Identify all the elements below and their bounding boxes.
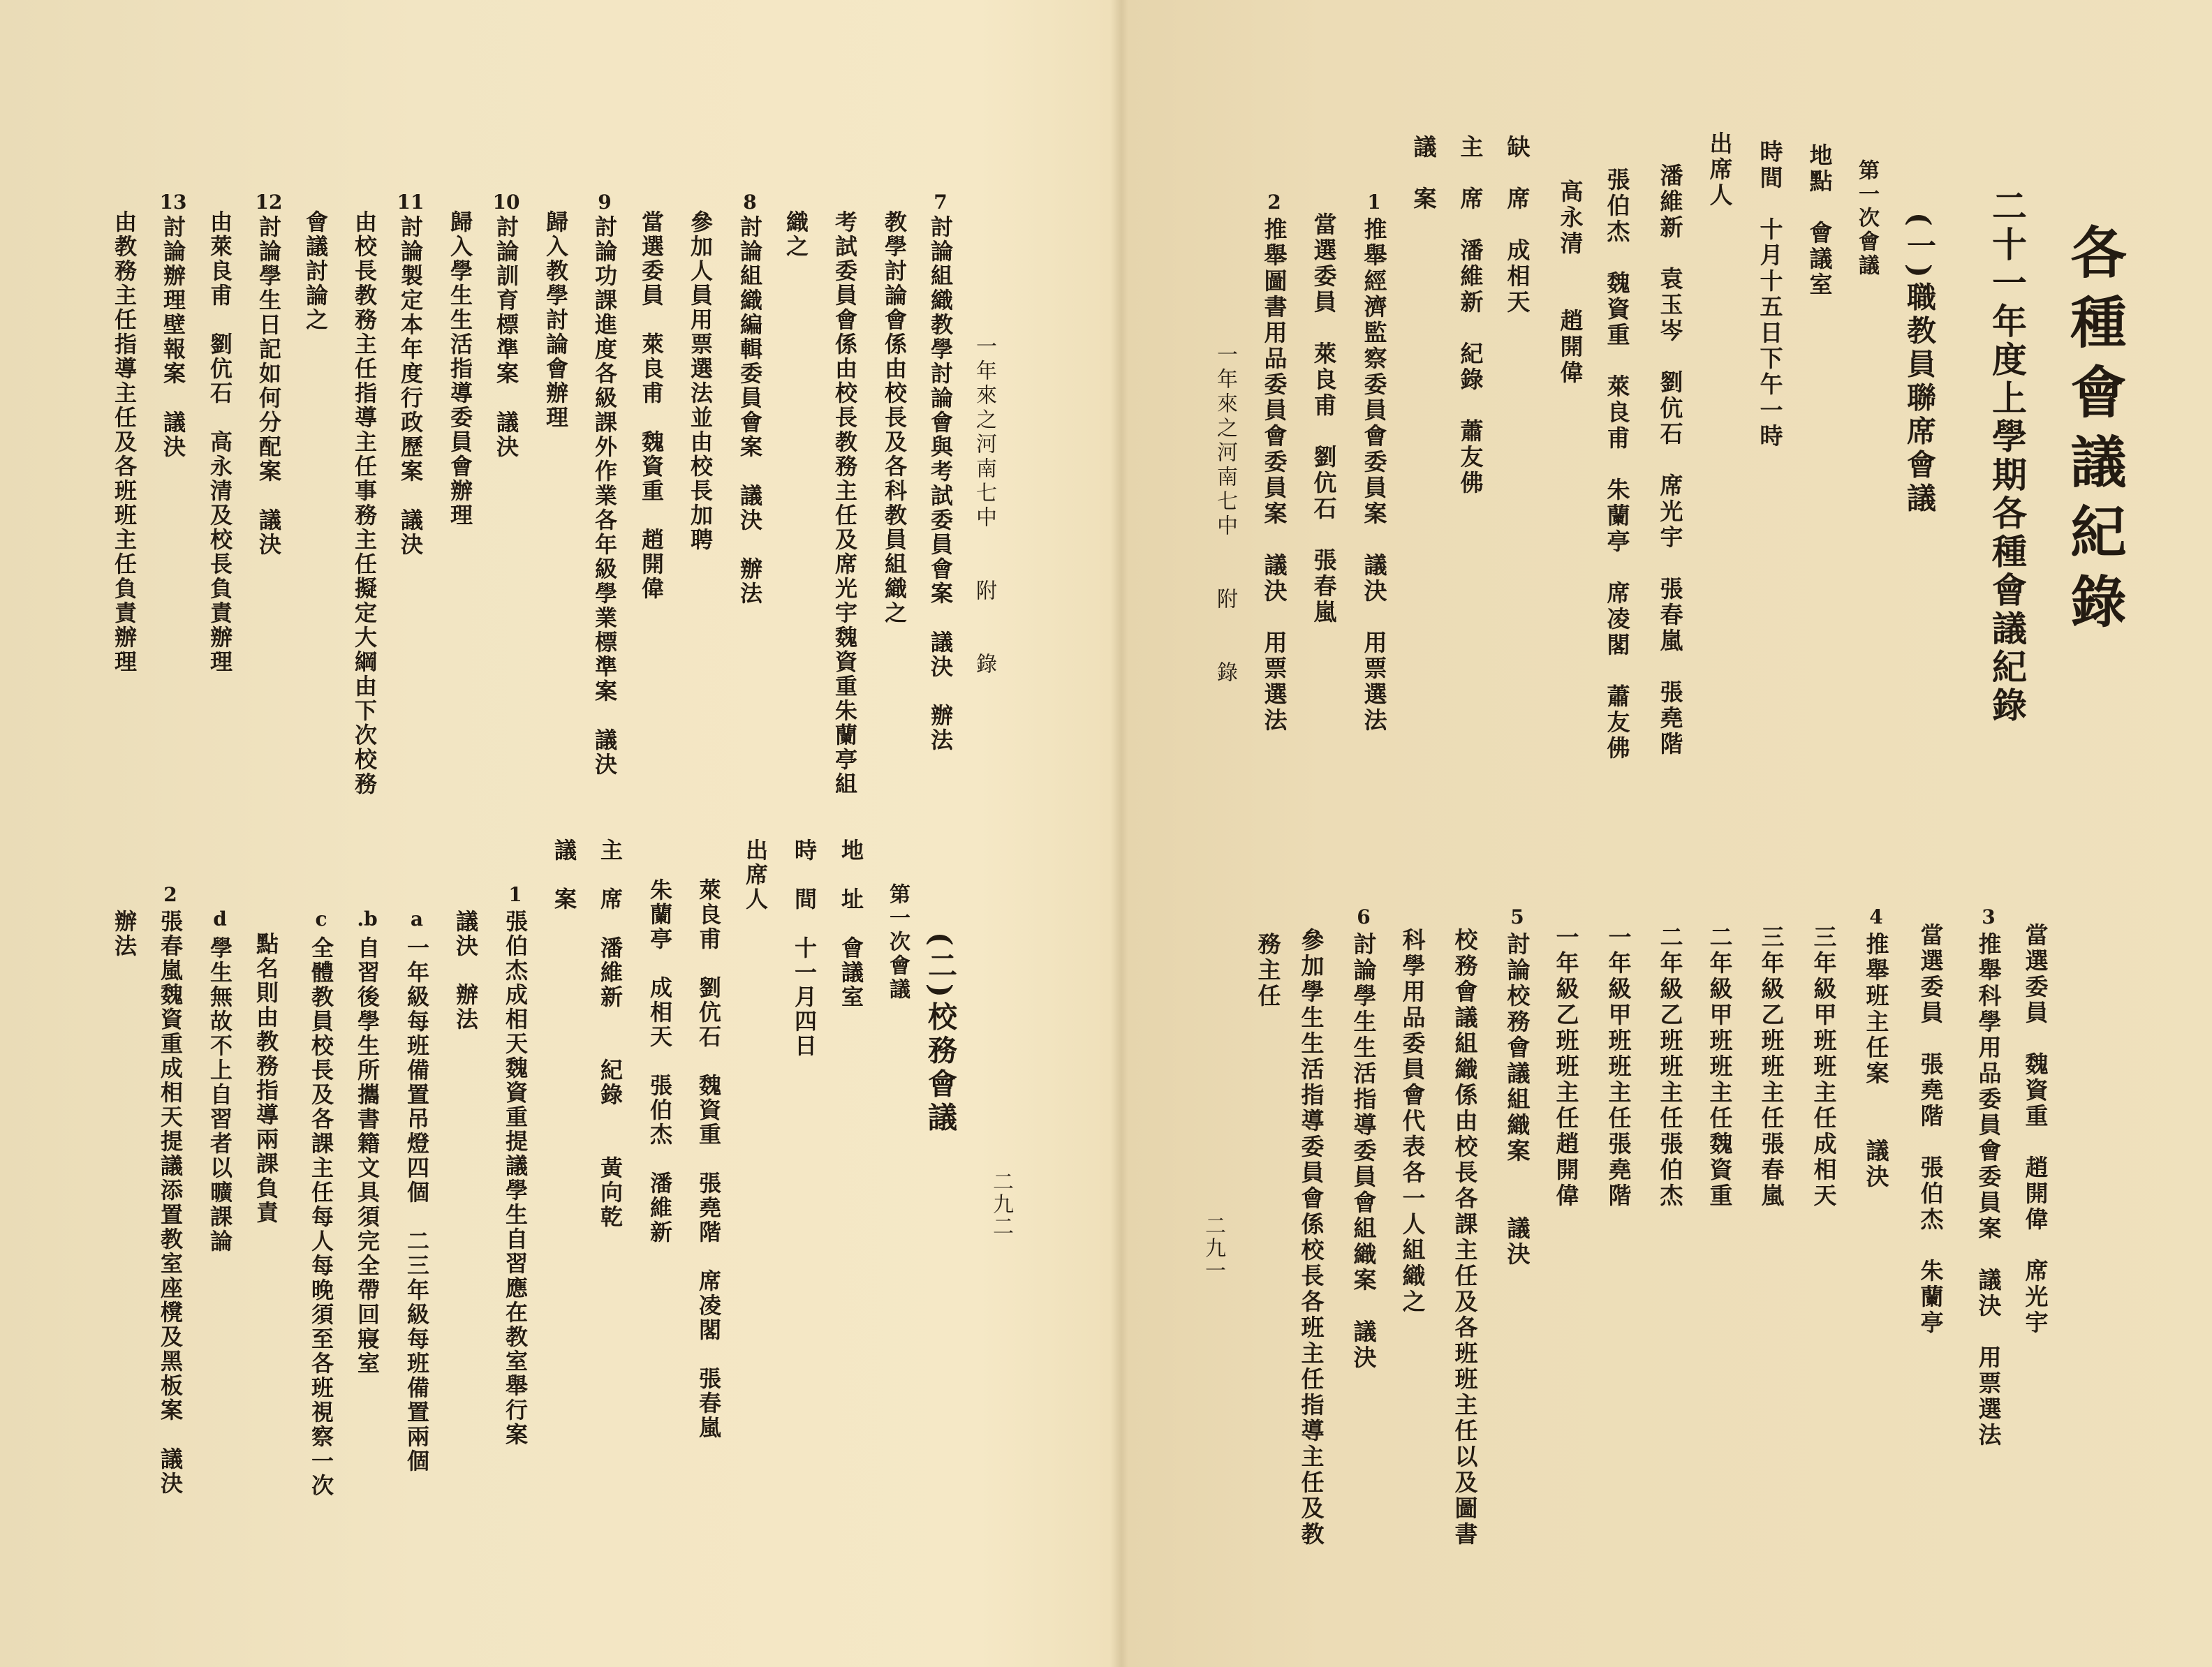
attendees-line: 張伯杰 魏資重 萊良甫 朱蘭亭 席凌閣 蕭友佛 bbox=[1603, 168, 1631, 762]
agenda-detail: 由教務主任指導主任及各班班主任負責辦理 bbox=[111, 210, 138, 674]
chair-line: 主 席 潘維新 紀錄 蕭友佛 bbox=[1457, 135, 1484, 496]
item-number: d bbox=[213, 907, 227, 931]
meeting-place: 地點 會議室 bbox=[1806, 143, 1834, 298]
agenda-detail: 由校長教務主任指導主任事務主任擬定大綱由下次校務 bbox=[351, 210, 378, 797]
agenda-subitem: 學生無故不上自習者以曠課論 bbox=[207, 936, 233, 1254]
item-number: 7 bbox=[934, 191, 948, 214]
meeting-time: 時間 十月十五日下午一時 bbox=[1756, 140, 1784, 450]
agenda-detail: 三年級乙班班主任張春嵐 bbox=[1757, 925, 1785, 1209]
volume-title: 各種會議紀錄 bbox=[2061, 223, 2127, 642]
meeting-place: 地 址 會議室 bbox=[838, 838, 864, 1009]
agenda-label: 議 案 bbox=[551, 838, 577, 912]
agenda-detail: 一年級甲班班主任張堯階 bbox=[1605, 925, 1632, 1209]
page-number: 二九二 bbox=[989, 1171, 1013, 1238]
agenda-item: 討論組織教學討論會與考試委員會案 議決 辦法 bbox=[927, 215, 954, 753]
agenda-detail: 三年級甲班班主任成相天 bbox=[1810, 925, 1838, 1209]
item-number: 11 bbox=[397, 191, 425, 214]
agenda-item: 討論訓育標準案 議決 bbox=[493, 215, 519, 459]
agenda-detail: 織之 bbox=[783, 210, 809, 259]
agenda-item: 張伯杰成相天魏資重提議學生自習應在教室舉行案 bbox=[502, 910, 529, 1447]
attendees-line: 高永清 趙開偉 bbox=[1556, 179, 1584, 386]
attendees-line: 朱蘭亭 成相天 張伯杰 潘維新 bbox=[647, 878, 673, 1245]
meeting-number: 第一次會議 bbox=[1855, 159, 1879, 278]
agenda-detail: 參加學生生活指導委員會係校長各班主任指導主任及教 bbox=[1297, 928, 1325, 1548]
agenda-label: 議 案 bbox=[1410, 135, 1438, 212]
agenda-item: 推舉班主任案 議決 bbox=[1862, 932, 1890, 1190]
agenda-detail: 會議討論之 bbox=[302, 210, 329, 332]
agenda-subitem: 全體教員校長及各課主任每人每晚須至各班視察一次 bbox=[308, 936, 334, 1498]
item-number: 6 bbox=[1357, 905, 1371, 928]
agenda-item: 推舉科學用品委員會委員案 議決 用票選法 bbox=[1975, 932, 2003, 1449]
item-number: a bbox=[410, 907, 424, 931]
subsection-heading: (一)職教員聯席會議 bbox=[1903, 212, 1937, 517]
item-number: 1 bbox=[508, 883, 522, 906]
absent-line: 缺 席 成相天 bbox=[1503, 135, 1531, 316]
running-header: 一年來之河南七中 附 錄 bbox=[972, 335, 996, 677]
page-number: 二九一 bbox=[1201, 1215, 1225, 1282]
item-number: 12 bbox=[255, 191, 283, 214]
item-number: c bbox=[315, 907, 327, 931]
agenda-detail: 歸入學生生活指導委員會辦理 bbox=[447, 210, 473, 528]
chair-line: 主 席 潘維新 紀錄 黃向乾 bbox=[597, 838, 624, 1229]
agenda-item: 推舉圖書用品委員會委員案 議決 用票選法 bbox=[1260, 217, 1288, 734]
agenda-detail: 辦法 bbox=[111, 910, 138, 958]
agenda-detail: 一年級乙班班主任趙開偉 bbox=[1552, 925, 1580, 1209]
agenda-detail: 二年級甲班班主任魏資重 bbox=[1706, 925, 1734, 1209]
agenda-detail: 當選委員 萊良甫 劉伉石 張春嵐 bbox=[1310, 212, 1338, 625]
agenda-detail: 科學用品委員會代表各一人組織之 bbox=[1399, 928, 1426, 1315]
agenda-detail: 務主任 bbox=[1254, 932, 1282, 1009]
meeting-time: 時 間 十一月四日 bbox=[791, 838, 818, 1058]
item-number: 2 bbox=[163, 883, 177, 906]
item-number: 4 bbox=[1869, 905, 1883, 928]
agenda-detail: 教學討論會係由校長及各科教員組織之 bbox=[881, 210, 908, 625]
item-number: 5 bbox=[1510, 905, 1524, 928]
agenda-subitem: 一年級每班備置吊燈四個 二三年級每班備置兩個 bbox=[404, 936, 430, 1474]
agenda-detail: 參加人員用票選法並由校長加聘 bbox=[687, 210, 714, 552]
agenda-subitem: 自習後學生所攜書籍文具須完全帶回寢室 bbox=[354, 936, 381, 1376]
agenda-item: 討論學生日記如何分配案 議決 bbox=[256, 215, 282, 557]
meeting-number: 第一次會議 bbox=[885, 883, 910, 1002]
agenda-item: 討論功課進度各級課外作業各年級學業標準案 議決 bbox=[591, 215, 618, 777]
agenda-item: 討論學生生活指導委員會組織案 議決 bbox=[1350, 932, 1378, 1371]
attendees-label: 出席人 bbox=[742, 838, 769, 912]
agenda-detail: 二年級乙班班主任張伯杰 bbox=[1656, 925, 1684, 1209]
item-number: 2 bbox=[1267, 191, 1281, 214]
attendees-line: 萊良甫 劉伉石 魏資重 張堯階 席凌閣 張春嵐 bbox=[695, 878, 722, 1440]
agenda-detail: 當選委員 萊良甫 魏資重 趙開偉 bbox=[638, 210, 665, 601]
agenda-detail: 當選委員 張堯階 張伯杰 朱蘭亭 bbox=[1917, 923, 1945, 1336]
agenda-detail: 由萊良甫 劉伉石 高永清及校長負責辦理 bbox=[207, 210, 233, 674]
item-number: 10 bbox=[492, 191, 520, 214]
attendees-line: 潘維新 袁玉岑 劉伉石 席光宇 張春嵐 張堯階 bbox=[1656, 163, 1684, 757]
agenda-detail: 當選委員 魏資重 趙開偉 席光宇 bbox=[2021, 923, 2049, 1336]
item-number: .b bbox=[357, 907, 378, 931]
agenda-detail: 議決 辦法 bbox=[452, 910, 479, 1032]
agenda-item: 討論校務會議組織案 議決 bbox=[1503, 932, 1531, 1268]
agenda-item: 討論組織編輯委員會案 議決 辦法 bbox=[737, 215, 763, 606]
attendees-label: 出席人 bbox=[1706, 131, 1734, 209]
agenda-item: 討論辦理壁報案 議決 bbox=[160, 215, 186, 459]
agenda-item: 張春嵐魏資重成相天提議添置教室座櫈及黑板案 議決 bbox=[157, 910, 184, 1496]
item-number: 1 bbox=[1367, 191, 1381, 214]
item-number: 13 bbox=[159, 191, 187, 214]
section-heading: 二十一年度上學期各種會議紀錄 bbox=[1986, 188, 2028, 725]
item-number: 8 bbox=[743, 191, 757, 214]
right-page bbox=[1124, 0, 2212, 1667]
subsection-heading: (二)校務會議 bbox=[924, 932, 958, 1136]
agenda-detail: 校務會議組織係由校長各課主任及各班班主任以及圖書 bbox=[1451, 928, 1479, 1548]
agenda-item: 討論製定本年度行政歷案 議決 bbox=[397, 215, 424, 557]
item-number: 3 bbox=[1982, 905, 1996, 928]
agenda-detail: 歸入教學討論會辦理 bbox=[543, 210, 569, 430]
agenda-detail: 點名則由教務指導兩課負責 bbox=[253, 932, 279, 1225]
item-number: 9 bbox=[598, 191, 612, 214]
agenda-detail: 考試委員會係由校長教務主任及席光宇魏資重朱蘭亭組 bbox=[832, 210, 858, 797]
running-header: 一年來之河南七中 附 錄 bbox=[1213, 343, 1237, 686]
agenda-item: 推舉經濟監察委員會委員案 議決 用票選法 bbox=[1360, 217, 1388, 734]
